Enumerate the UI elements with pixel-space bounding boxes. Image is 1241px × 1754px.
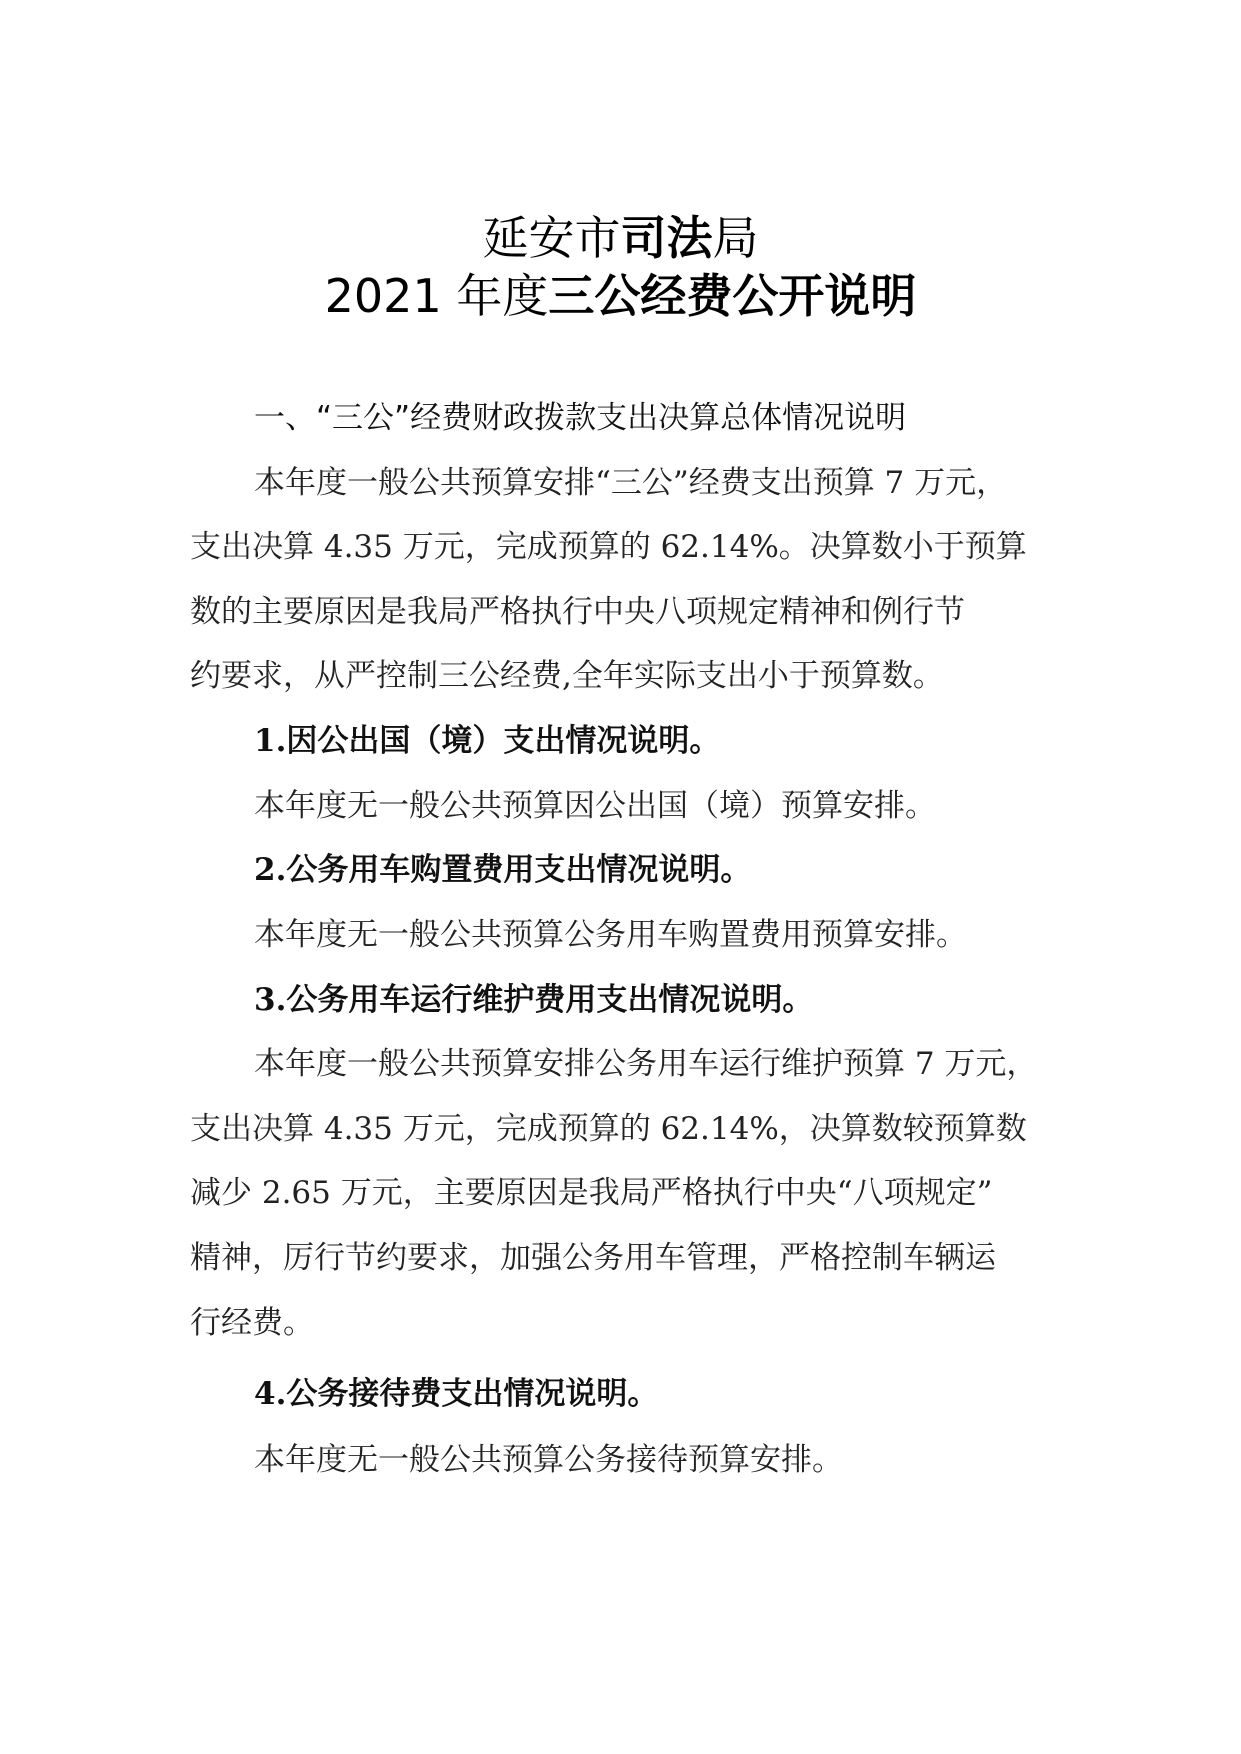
document-title-line2: [0, 268, 1241, 324]
item3-heading: 3.公务用车运行维护费用支出情况说明。: [254, 982, 814, 1018]
item2-text: 本年度无一般公共预算公务用车购置费用预算安排。: [254, 917, 967, 953]
item3-para-line: 支出决算 4.35 万元，完成预算的 62.14%，决算数较预算数: [190, 1111, 1027, 1147]
item3-para-line: 减少 2.65 万元，主要原因是我局严格执行中央“八项规定”: [190, 1175, 993, 1211]
item4-text: 本年度无一般公共预算公务接待预算安排。: [254, 1442, 843, 1478]
title-line2-prefix: 2021 年度: [324, 269, 549, 323]
item3-para-line: 精神，厉行节约要求，加强公务用车管理，严格控制车辆运: [190, 1240, 996, 1276]
item3-para-line: 本年度一般公共预算安排公务用车运行维护预算 7 万元，: [254, 1046, 1038, 1082]
title-line1-bold: 司法: [620, 211, 713, 265]
item1-text: 本年度无一般公共预算因公出国（境）预算安排。: [254, 788, 936, 824]
title-line2-bold: 三公经费公开说明: [548, 269, 917, 323]
section1-heading: 一、“三公”经费财政拨款支出决算总体情况说明: [254, 400, 907, 436]
section1-para-line: 支出决算 4.35 万元，完成预算的 62.14%。决算数小于预算: [190, 529, 1027, 565]
title-line1-suffix: 局: [712, 211, 759, 265]
item2-heading: 2.公务用车购置费用支出情况说明。: [254, 852, 752, 888]
document-title-line1: [0, 210, 1241, 266]
section1-para-line: 本年度一般公共预算安排“三公”经费支出预算 7 万元，: [254, 465, 1008, 501]
section1-para-line: 约要求，从严控制三公经费,全年实际支出小于预算数。: [190, 658, 944, 694]
item3-para-line: 行经费。: [190, 1305, 314, 1341]
title-line1-prefix: 延安市: [482, 211, 621, 265]
item4-heading: 4.公务接待费支出情况说明。: [254, 1376, 659, 1412]
item1-heading: 1.因公出国（境）支出情况说明。: [254, 723, 721, 759]
section1-para-line: 数的主要原因是我局严格执行中央八项规定精神和例行节: [190, 594, 965, 630]
